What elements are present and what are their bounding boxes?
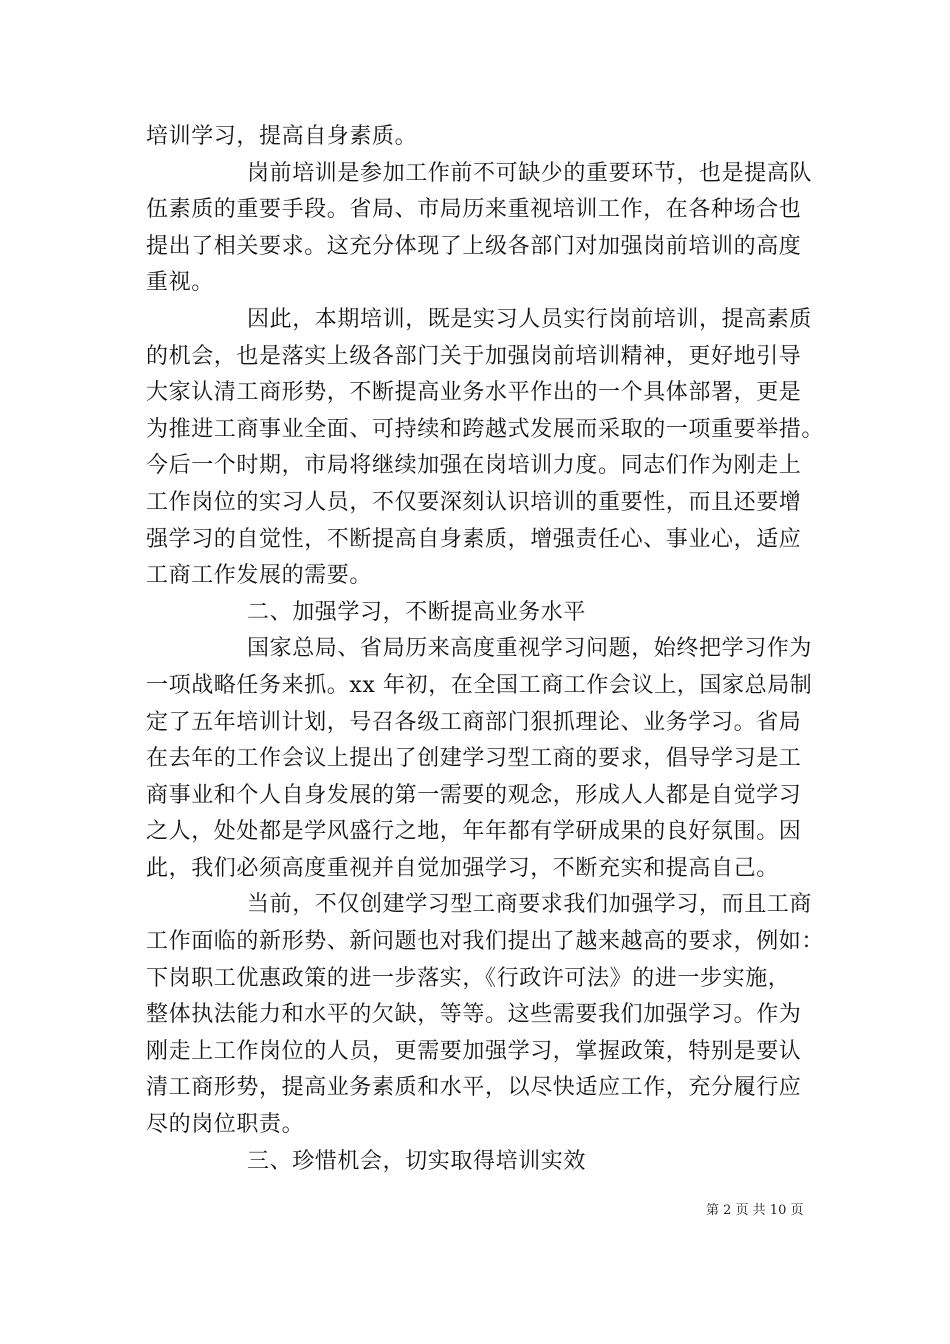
text-line: 此，我们必须高度重视并自觉加强学习，不断充实和提高自己。 — [146, 855, 779, 881]
text-line: 清工商形势，提高业务素质和水平，以尽快适应工作，充分履行应 — [146, 1075, 802, 1101]
text-line: 尽的岗位职责。 — [146, 1112, 305, 1138]
text-line: 强学习的自觉性，不断提高自身素质，增强责任心、事业心，适应 — [146, 526, 802, 552]
text-line: 国家总局、省局历来高度重视学习问题，始终把学习作为 — [247, 636, 813, 662]
text-line: 定了五年培训计划，号召各级工商部门狠抓理论、业务学习。省局 — [146, 709, 802, 735]
text-line: 一项战略任务来抓。xx 年初，在全国工商工作会议上，国家总局制 — [146, 672, 813, 698]
text-line: 因此，本期培训，既是实习人员实行岗前培训，提高素质 — [247, 306, 813, 332]
text-line: 培训学习，提高自身素质。 — [146, 124, 418, 149]
text-line: 大家认清工商形势，不断提高业务水平作出的一个具体部署，更是 — [146, 380, 802, 406]
text-line: 的机会，也是落实上级各部门关于加强岗前培训精神，更好地引导 — [146, 343, 802, 369]
page-number-footer: 第 2 页 共 10 页 — [706, 1203, 804, 1218]
text-line: 下岗职工优惠政策的进一步落实，《行政许可法》的进一步实施， — [146, 965, 791, 991]
text-line: 工作岗位的实习人员，不仅要深刻认识培训的重要性，而且还要增 — [146, 489, 802, 515]
text-line: 工作面临的新形势、新问题也对我们提出了越来越高的要求，例如： — [146, 929, 825, 955]
text-line: 岗前培训是参加工作前不可缺少的重要环节，也是提高队 — [247, 160, 813, 186]
text-line: 之人，处处都是学风盛行之地，年年都有学研成果的良好氛围。因 — [146, 819, 802, 845]
text-line: 提出了相关要求。这充分体现了上级各部门对加强岗前培训的高度 — [146, 233, 802, 259]
text-line: 在去年的工作会议上提出了创建学习型工商的要求，倡导学习是工 — [146, 746, 802, 772]
text-line: 商事业和个人自身发展的第一需要的观念，形成人人都是自觉学习 — [146, 782, 802, 808]
text-line: 当前，不仅创建学习型工商要求我们加强学习，而且工商 — [247, 892, 813, 918]
text-line: 刚走上工作岗位的人员，更需要加强学习，掌握政策，特别是要认 — [146, 1038, 802, 1064]
text-line: 二、加强学习，不断提高业务水平 — [247, 599, 587, 625]
text-line: 工商工作发展的需要。 — [146, 563, 373, 589]
text-line: 重视。 — [146, 270, 214, 296]
text-line: 为推进工商事业全面、可持续和跨越式发展而采取的一项重要举措。 — [146, 416, 825, 442]
text-line: 整体执法能力和水平的欠缺，等等。这些需要我们加强学习。作为 — [146, 1002, 802, 1028]
text-line: 伍素质的重要手段。省局、市局历来重视培训工作，在各种场合也 — [146, 197, 802, 223]
text-line: 今后一个时期，市局将继续加强在岗培训力度。同志们作为刚走上 — [146, 453, 802, 479]
text-line: 三、珍惜机会，切实取得培训实效 — [247, 1148, 587, 1174]
document-body — [146, 119, 825, 1180]
